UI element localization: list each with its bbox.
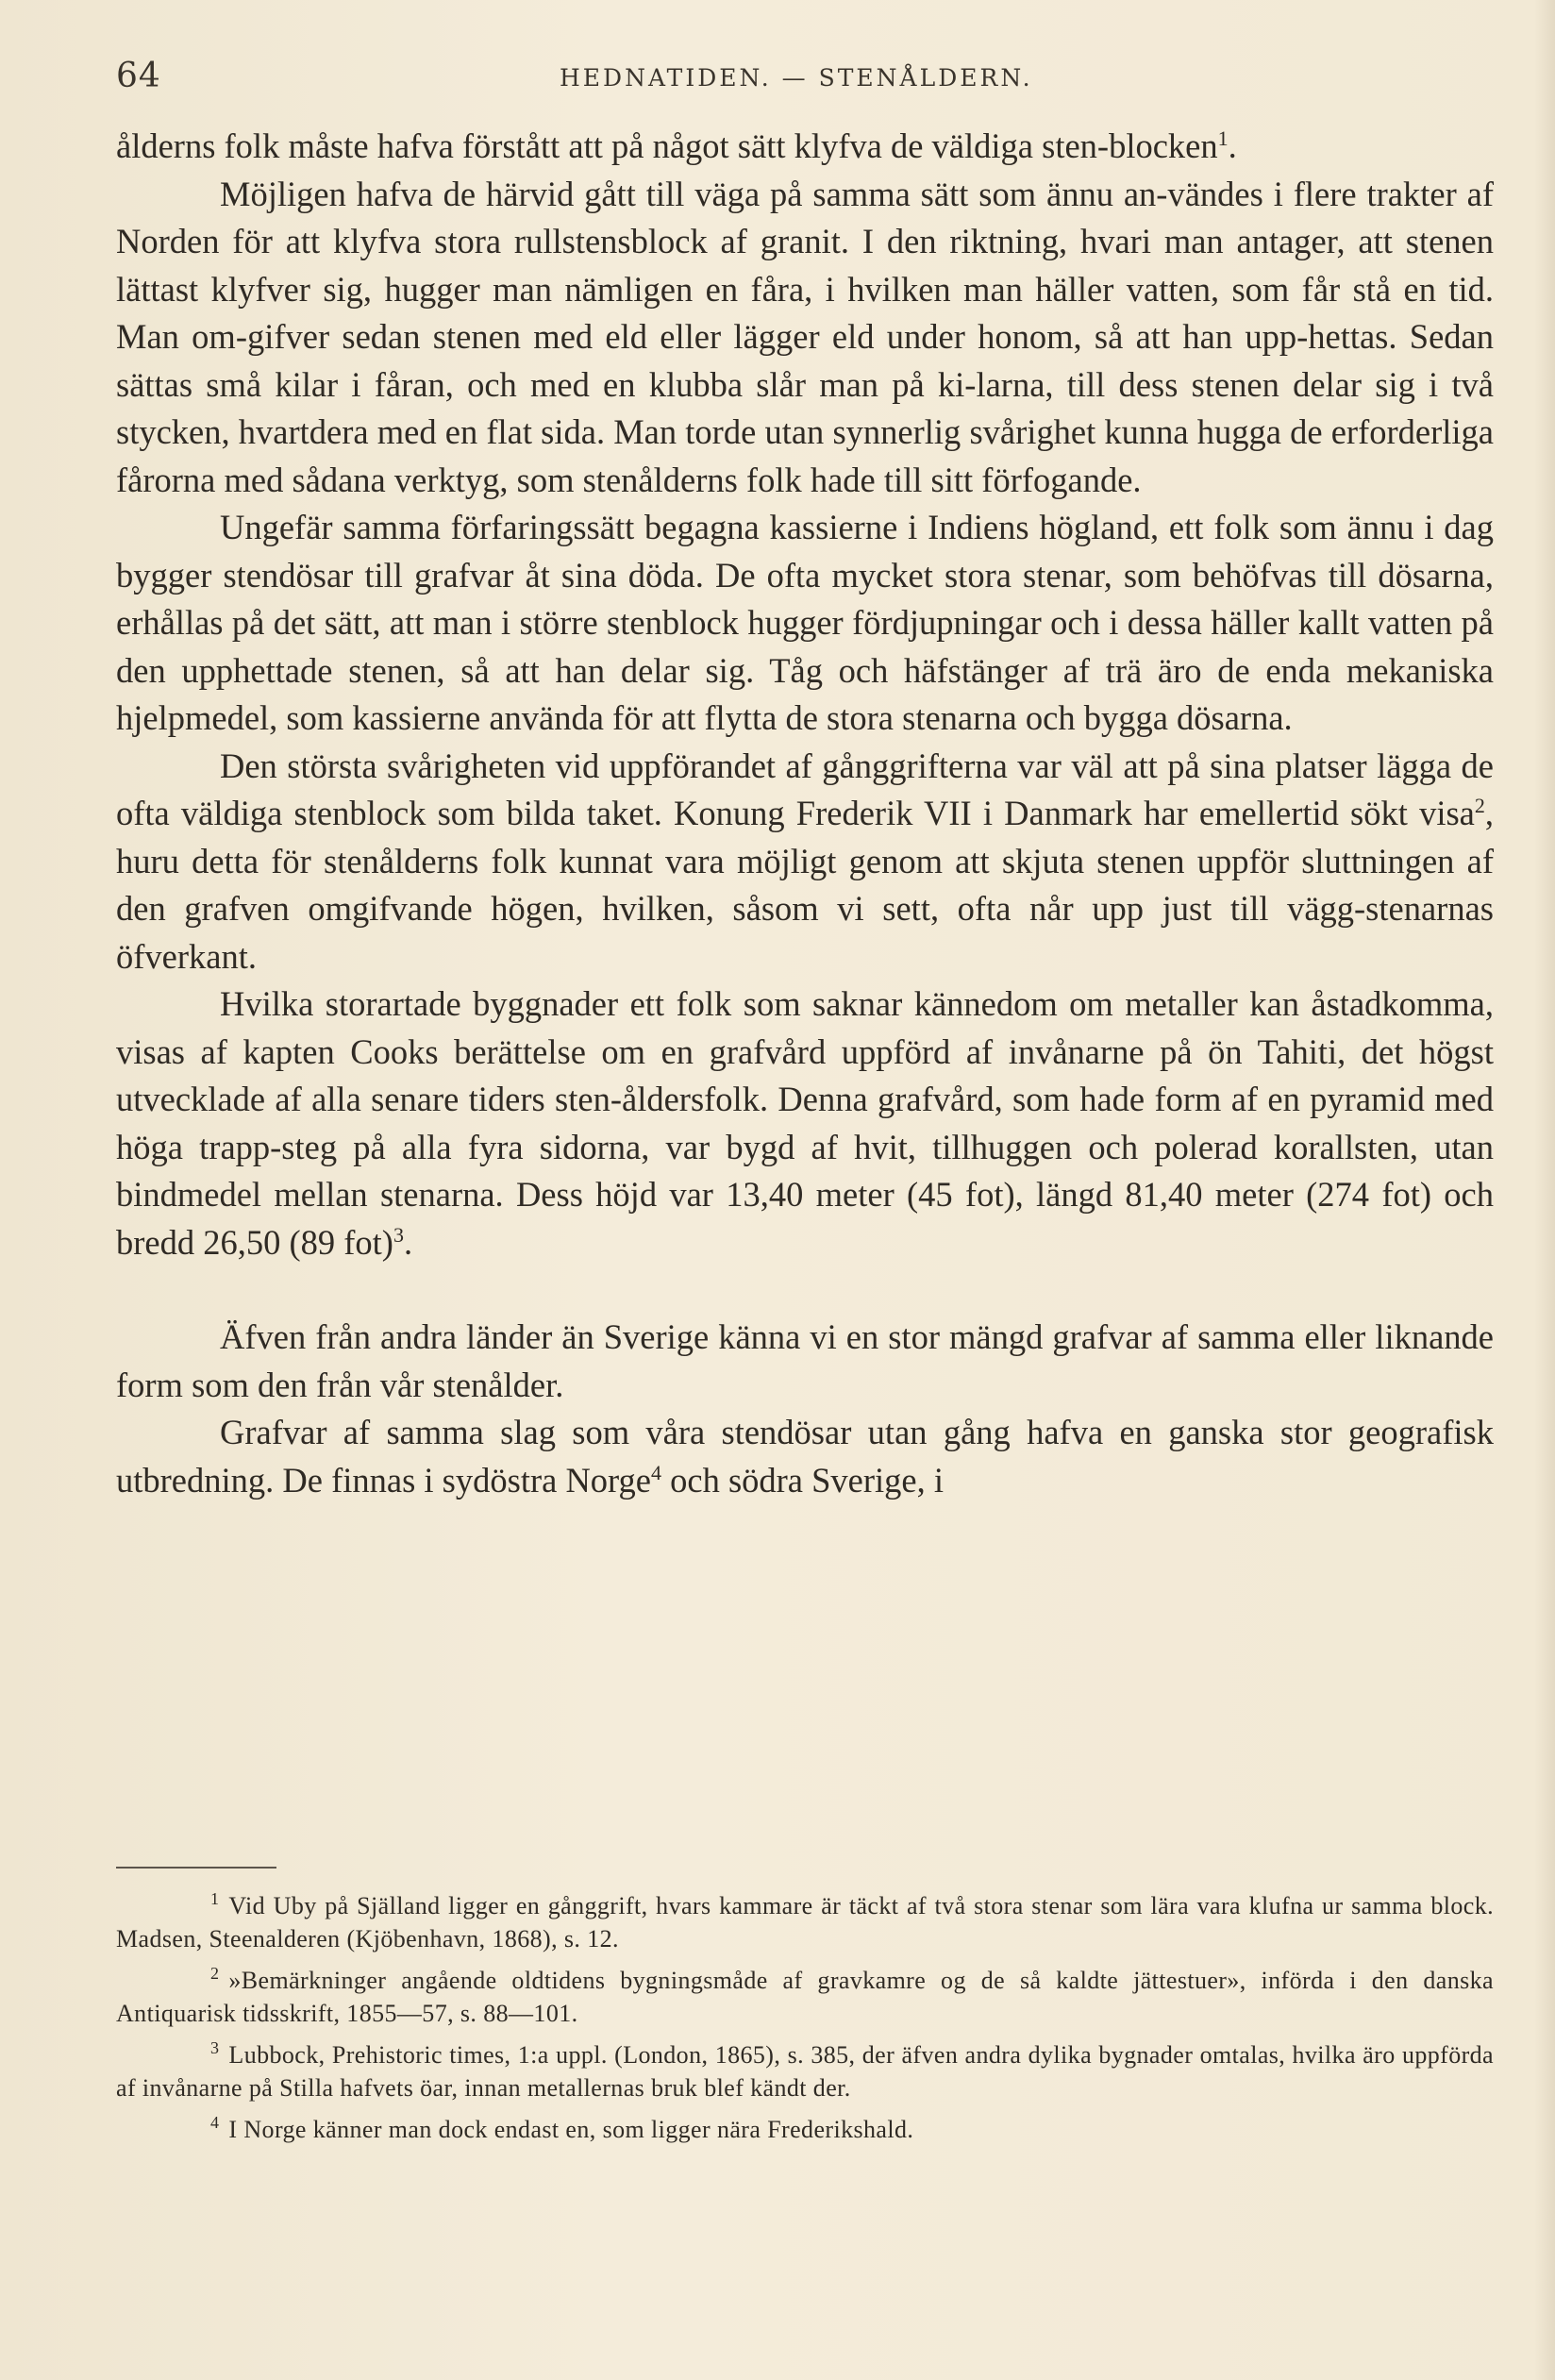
page-number: 64 [116,57,161,95]
footnote-ref-1[interactable]: 1 [1217,126,1229,150]
footnote-3: $^3$ Lubbock, Prehistoric times, 1:a uppl. (London, 1865), s. 385, der äfven andra dylika bygnader omtalas, hvilka äro uppförda af invånarne på Stilla hafvets öar, innan metallernas bruk blef kändt der. [116,2038,1494,2102]
footnote-mark: 4 [210,2113,220,2133]
paragraph-1: ålderns folk måste hafva förstått att på något sätt klyfva de väldiga sten-blocken$^1$. [116,126,1237,165]
footnotes [116,1889,1494,2154]
paragraph-3: Ungefär samma förfaringssätt begagna kassierne i Indiens högland, ett folk som ännu i dag bygger stendösar till grafvar åt sina döda. De ofta mycket stora stenar, som behöfvas till dösarna, erhållas på det sätt, att man i större stenblock hugger fördjupningar och i dessa häller kallt vatten på den upphettade stenen, så att han delar sig. Tåg och häfstänger af trä äro de enda mekaniska hjelpmedel, som kassierne använda för att flytta de stora stenarna och bygga dösarna. [116,508,1494,737]
footnote-ref-3[interactable]: 3 [393,1222,404,1247]
body-text [116,123,1494,1504]
paragraph-2: Möjligen hafva de härvid gått till väga på samma sätt som ännu an-vändes i flere trakter af Norden för att klyfva stora rullstensblock af granit. I den riktning, hvari man antager, att stenen lättast klyfver sig, hugger man nämligen en fåra, i hvilken man häller vatten, som får stå en tid. Man om-gifver sedan stenen med eld eller lägger eld under honom, så att han upp-hettas. Sedan sättas små kilar i fåran, och med en klubba slår man på ki-larna, till dess stenen delar sig i två stycken, hvartdera med en flat sida. Man torde utan synnerlig svårighet kunna hugga de erforderliga fårorna med sådana verktyg, som stenålderns folk hade till sitt förfogande. [116,174,1494,499]
running-head: HEDNATIDEN. — STENÅLDERN. [560,64,1033,92]
paragraph-5: Hvilka storartade byggnader ett folk som saknar kännedom om metaller kan åstadkomma, visas af kapten Cooks berättelse om en grafvård uppförd af invånarne på ön Tahiti, det högst utvecklade af alla senare tiders sten-åldersfolk. Denna grafvård, som hade form af en pyramid med höga trapp-steg på alla fyra sidorna, var bygd af hvit, tillhuggen och polerad korallsten, utan bindmedel mellan stenarna. Dess höjd var 13,40 meter (45 fot), längd 81,40 meter (274 fot) och bredd 26,50 (89 fot)$^3$. [116,984,1494,1262]
paragraph-7: Grafvar af samma slag som våra stendösar utan gång hafva en ganska stor geografisk utbredning. De finnas i sydöstra Norge$^4$ och södra Sverige, i [116,1413,1494,1500]
footnote-ref-4[interactable]: 4 [651,1460,661,1484]
footnote-mark: 1 [210,1889,220,1909]
footnote-separator [116,1867,276,1869]
footnote-2: $^2$ »Bemärkninger angående oldtidens bygningsmåde af gravkamre og de så kaldte jättestuer», införda i den danska Antiquarisk tidsskrift, 1855—57, s. 88—101. [116,1964,1494,2027]
page-header [116,57,1494,94]
paragraph-6: Äfven från andra länder än Sverige känna vi en stor mängd grafvar af samma eller liknande form som den från vår stenålder. [116,1317,1494,1404]
paragraph-4: Den största svårigheten vid uppförandet af gånggrifterna var väl att på sina platser lägga de ofta väldiga stenblock som bilda taket. Konung Frederik VII i Danmark har emellertid sökt visa$^2$, huru detta för stenålderns folk kunnat vara möjligt genom att skjuta stenen uppför sluttningen af den grafven omgifvande högen, hvilken, såsom vi sett, ofta når upp just till vägg-stenarnas öfverkant. [116,746,1494,976]
page-edge-shadow [1534,0,1555,2380]
footnote-ref-2[interactable]: 2 [1474,793,1485,817]
footnote-4: $^4$ I Norge känner man dock endast en, som ligger nära Frederikshald. [210,2113,914,2143]
footnote-mark: 2 [210,1964,220,1984]
footnote-mark: 3 [210,2038,220,2058]
footnote-1: $^1$ Vid Uby på Själland ligger en gånggrift, hvars kammare är täckt af två stora stenar som lära vara klufna ur samma block. Madsen, Steenalderen (Kjöbenhavn, 1868), s. 12. [116,1889,1494,1953]
